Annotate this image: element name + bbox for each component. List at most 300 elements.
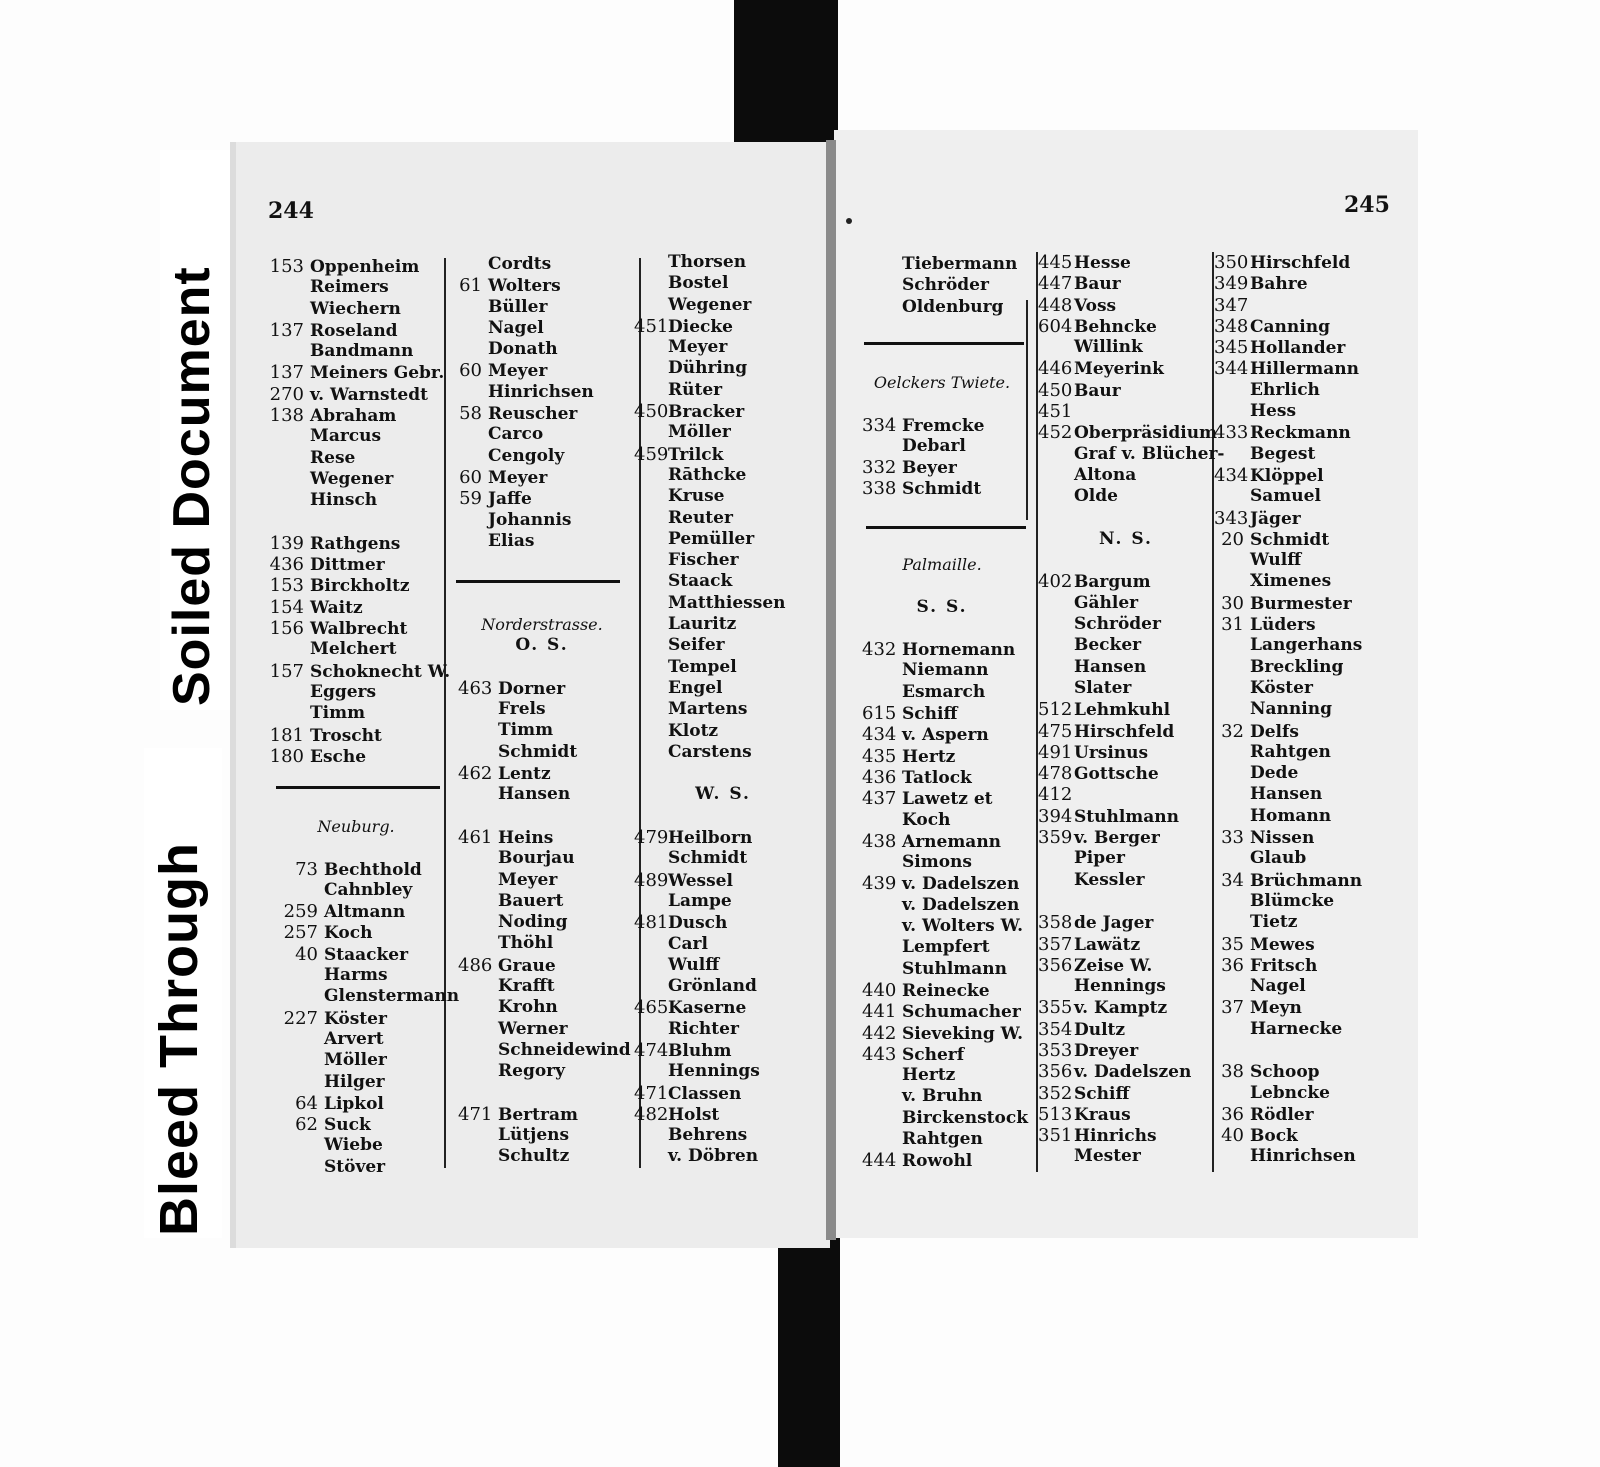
- resident-name: Birckenstock: [902, 1107, 1028, 1128]
- resident-name: Schumacher: [902, 1002, 1021, 1023]
- house-number: 181: [269, 724, 304, 746]
- house-number: 270: [269, 383, 304, 405]
- resident-name: Begest: [1250, 443, 1316, 464]
- directory-entry: [634, 997, 812, 1018]
- resident-name: Hansen: [498, 784, 571, 805]
- resident-name: Stöver: [324, 1156, 386, 1177]
- street-heading: Palmaille.: [902, 555, 982, 574]
- house-number: 436: [862, 766, 897, 788]
- resident-name: Behrens: [668, 1125, 748, 1146]
- house-number: 450: [1038, 379, 1073, 401]
- directory-entry: [272, 922, 440, 943]
- resident-name: Schröder: [902, 275, 989, 296]
- resident-name: Schoop: [1250, 1062, 1320, 1083]
- directory-entry: [272, 1114, 440, 1135]
- resident-name: Bluhm: [668, 1040, 732, 1061]
- house-number: 355: [1038, 997, 1073, 1019]
- directory-entry: [458, 1146, 626, 1167]
- resident-name: Hornemann: [902, 640, 1016, 661]
- resident-name: Gähler: [1074, 592, 1139, 613]
- resident-name: Fremcke: [902, 415, 985, 436]
- resident-name: Lawetz et: [902, 789, 993, 810]
- directory-entry: [1038, 443, 1225, 465]
- directory-entry: [862, 1129, 1022, 1150]
- directory-entry: [1214, 806, 1394, 827]
- resident-name: Classen: [668, 1083, 742, 1104]
- directory-entry: [634, 422, 812, 443]
- directory-entry: [272, 880, 440, 901]
- entry-column: [458, 254, 594, 552]
- directory-entry: [1038, 784, 1214, 805]
- directory-entry: [1038, 295, 1214, 316]
- directory-entry: [268, 277, 450, 298]
- resident-name: Rödler: [1250, 1104, 1314, 1125]
- resident-name: Bourjau: [498, 848, 575, 869]
- directory-entry: [634, 870, 812, 891]
- directory-entry: [634, 742, 812, 763]
- resident-name: Wulff: [1250, 550, 1302, 571]
- house-number: 347: [1214, 294, 1249, 316]
- house-number: 471: [634, 1082, 669, 1104]
- resident-name: v. Dadelszen: [902, 894, 1020, 915]
- directory-entry: [634, 657, 812, 678]
- house-number: 32: [1221, 720, 1244, 742]
- house-number: 445: [1038, 252, 1073, 273]
- resident-name: Heilborn: [668, 828, 753, 849]
- resident-name: v. Wolters W.: [902, 916, 1023, 937]
- directory-entry: [1038, 614, 1214, 635]
- house-number: 437: [862, 788, 897, 810]
- house-number: 153: [269, 256, 304, 277]
- directory-entry: [268, 682, 450, 703]
- entry-column: [862, 554, 1028, 1172]
- resident-name: Bauert: [498, 890, 564, 911]
- resident-name: Slater: [1074, 677, 1132, 698]
- resident-name: Holst: [668, 1104, 720, 1125]
- resident-name: Lüders: [1250, 615, 1316, 636]
- resident-name: Köster: [1250, 677, 1313, 698]
- resident-name: Krohn: [498, 997, 558, 1018]
- resident-name: Arvert: [324, 1028, 384, 1049]
- resident-name: Elias: [488, 530, 535, 551]
- directory-entry: [862, 1065, 1022, 1086]
- directory-entry: [458, 997, 626, 1018]
- resident-name: Lampe: [668, 890, 732, 911]
- directory-entry: [1038, 593, 1214, 614]
- resident-name: Lebncke: [1250, 1082, 1330, 1103]
- resident-name: Meiners Gebr.: [310, 363, 445, 384]
- directory-entry: [268, 426, 450, 447]
- directory-entry: [634, 295, 812, 316]
- directory-entry: [862, 788, 1022, 809]
- side-heading: S. S.: [916, 596, 968, 617]
- directory-entry: [862, 1086, 1022, 1107]
- directory-entry: [1038, 508, 1214, 529]
- directory-entry: [458, 742, 626, 763]
- house-number: 439: [862, 873, 897, 895]
- directory-entry: [272, 901, 440, 922]
- resident-name: Möller: [668, 422, 731, 443]
- house-number: 34: [1221, 869, 1244, 891]
- page-number-right: 245: [1344, 192, 1390, 218]
- directory-entry: [862, 436, 1022, 457]
- house-number: 60: [459, 466, 482, 488]
- house-number: 351: [1038, 1125, 1073, 1147]
- directory-entry: [458, 297, 594, 318]
- resident-name: Donath: [488, 339, 558, 360]
- house-number: 436: [269, 554, 304, 576]
- side-heading: O. S.: [515, 635, 569, 656]
- directory-entry: [1214, 1146, 1394, 1167]
- resident-name: Niemann: [902, 660, 989, 681]
- directory-entry: [1214, 657, 1394, 678]
- resident-name: Dreyer: [1074, 1040, 1139, 1061]
- resident-name: Homann: [1250, 805, 1332, 826]
- directory-entry: [1214, 571, 1394, 592]
- house-number: 615: [862, 703, 897, 725]
- resident-name: Behncke: [1074, 316, 1157, 337]
- resident-name: Schultz: [498, 1146, 570, 1167]
- house-number: 138: [269, 405, 304, 427]
- directory-entry: [1038, 486, 1214, 507]
- house-number: 412: [1038, 784, 1073, 806]
- entry-column: [862, 372, 1022, 500]
- directory-entry: [1038, 870, 1214, 891]
- directory-entry: [458, 784, 626, 805]
- resident-name: Glaub: [1250, 848, 1307, 869]
- directory-entry: [862, 980, 1022, 1001]
- resident-name: Olde: [1074, 486, 1118, 507]
- directory-entry: [1214, 1019, 1394, 1040]
- resident-name: Schmidt: [1250, 529, 1330, 550]
- directory-entry: [272, 986, 460, 1007]
- directory-entry: [268, 554, 450, 575]
- directory-entry: [862, 575, 1022, 596]
- resident-name: Dühring: [668, 358, 748, 379]
- directory-entry: [1038, 1040, 1214, 1061]
- directory-entry: [1038, 1104, 1214, 1125]
- resident-name: Dorner: [498, 678, 566, 699]
- house-number: 157: [269, 660, 304, 682]
- directory-entry: [1038, 401, 1214, 422]
- resident-name: Oldenburg: [902, 296, 1004, 317]
- directory-entry: [1038, 571, 1214, 592]
- directory-entry: [1038, 380, 1214, 401]
- resident-name: v. Berger: [1074, 828, 1160, 849]
- directory-entry: [634, 1061, 812, 1082]
- directory-entry: [458, 933, 626, 954]
- street-heading: Neuburg.: [317, 817, 395, 836]
- directory-entry: [634, 955, 812, 976]
- directory-entry: [1038, 934, 1214, 955]
- directory-entry: [458, 1104, 626, 1125]
- house-number: 20: [1221, 528, 1244, 550]
- resident-name: Canning: [1250, 316, 1330, 337]
- entry-column: [272, 816, 460, 1178]
- entry-column: [458, 614, 631, 1168]
- house-number: 338: [862, 478, 897, 500]
- resident-name: Becker: [1074, 635, 1142, 656]
- resident-name: Meyer: [668, 337, 728, 358]
- resident-name: Fischer: [668, 550, 739, 571]
- resident-name: Dultz: [1074, 1019, 1126, 1040]
- directory-entry: [1214, 742, 1394, 763]
- directory-entry: [272, 1072, 440, 1093]
- directory-entry: [1038, 742, 1214, 763]
- resident-name: Tiebermann: [902, 254, 1018, 274]
- street-heading: Norderstrasse.: [481, 615, 603, 634]
- directory-entry: [268, 725, 450, 746]
- house-number: 443: [862, 1043, 897, 1065]
- directory-entry: [1038, 1019, 1214, 1040]
- resident-name: v. Warnstedt: [310, 384, 428, 405]
- resident-name: Hesse: [1074, 253, 1131, 273]
- directory-entry: [634, 891, 812, 912]
- house-number: 356: [1038, 1061, 1073, 1083]
- resident-name: Diecke: [668, 316, 733, 337]
- directory-entry: [634, 976, 812, 997]
- resident-name: Mester: [1074, 1146, 1141, 1167]
- directory-entry: [268, 490, 450, 511]
- house-number: 40: [295, 943, 318, 965]
- directory-entry: [634, 529, 812, 550]
- directory-entry: [862, 618, 1022, 639]
- resident-name: Hinrichs: [1074, 1126, 1157, 1147]
- house-number: 36: [1221, 954, 1244, 976]
- side-heading: N. S.: [1099, 528, 1153, 549]
- directory-entry: [272, 1093, 440, 1114]
- house-number: 33: [1221, 827, 1244, 849]
- house-number: 60: [459, 360, 482, 382]
- directory-entry: [1038, 358, 1214, 379]
- resident-name: Langerhans: [1250, 635, 1363, 656]
- resident-name: v. Dadelszen: [902, 874, 1020, 895]
- directory-entry: [458, 275, 594, 296]
- directory-entry: [268, 405, 450, 426]
- house-number: 451: [1038, 401, 1073, 423]
- directory-entry: [458, 1019, 626, 1040]
- resident-name: Meyerink: [1074, 359, 1164, 380]
- directory-entry: [1038, 848, 1214, 869]
- house-number: 37: [1221, 997, 1244, 1019]
- directory-entry: [1038, 1125, 1214, 1146]
- directory-entry: [634, 401, 812, 422]
- house-number: 465: [634, 997, 669, 1019]
- resident-name: Oppenheim: [310, 257, 420, 277]
- resident-name: Schmidt: [498, 741, 578, 762]
- resident-name: Mewes: [1250, 934, 1315, 955]
- house-number: 450: [634, 401, 669, 423]
- house-number: 353: [1038, 1039, 1073, 1061]
- house-number: 482: [634, 1103, 669, 1125]
- directory-entry: [458, 657, 626, 678]
- directory-entry: [458, 424, 594, 445]
- directory-entry: [862, 393, 1022, 414]
- resident-name: Meyer: [498, 869, 558, 890]
- directory-entry: [862, 1044, 1022, 1065]
- book-gutter: [826, 140, 836, 1240]
- directory-entry: [458, 763, 626, 784]
- directory-entry: [1214, 508, 1394, 529]
- resident-name: Suck: [324, 1115, 371, 1136]
- entry-column: [1214, 252, 1394, 1168]
- house-number: 345: [1214, 337, 1249, 359]
- resident-name: Noding: [498, 912, 568, 933]
- house-number: 402: [1038, 571, 1073, 593]
- resident-name: Carco: [488, 424, 544, 445]
- resident-name: Birckholtz: [310, 576, 410, 597]
- directory-entry: [1214, 358, 1394, 379]
- directory-entry: [862, 895, 1022, 916]
- resident-name: Piper: [1074, 848, 1125, 869]
- directory-entry: [634, 316, 812, 337]
- resident-name: Lauritz: [668, 614, 737, 635]
- directory-entry: [1214, 295, 1394, 316]
- directory-entry: [268, 533, 450, 554]
- resident-name: Willink: [1074, 337, 1143, 358]
- house-number: 30: [1221, 592, 1244, 614]
- resident-name: Wiebe: [324, 1135, 383, 1156]
- resident-name: v. Dadelszen: [1074, 1062, 1192, 1083]
- resident-name: Delfs: [1250, 721, 1299, 742]
- resident-name: Walbrecht: [310, 619, 408, 640]
- directory-entry: [1214, 934, 1394, 955]
- resident-name: Heins: [498, 827, 554, 848]
- directory-entry: [268, 639, 450, 660]
- directory-entry: [1038, 422, 1218, 444]
- resident-name: Büller: [488, 296, 548, 317]
- directory-entry: [268, 512, 450, 533]
- directory-entry: [1214, 401, 1394, 422]
- house-number: 257: [283, 922, 318, 944]
- directory-entry: [634, 273, 812, 294]
- directory-entry: [862, 1001, 1022, 1022]
- resident-name: Nissen: [1250, 828, 1315, 849]
- directory-entry: [1214, 273, 1394, 294]
- resident-name: Hennings: [1074, 976, 1166, 997]
- resident-name: Timm: [498, 720, 554, 741]
- house-number: 64: [295, 1092, 318, 1114]
- directory-entry: [1214, 337, 1394, 358]
- directory-entry: [1038, 337, 1214, 358]
- directory-entry: [1038, 955, 1214, 976]
- directory-entry: [1038, 316, 1214, 337]
- house-number: 448: [1038, 294, 1073, 316]
- resident-name: Hennings: [668, 1061, 760, 1082]
- directory-entry: [1038, 1146, 1214, 1167]
- resident-name: Cengoly: [488, 445, 565, 466]
- side-heading: W. S.: [695, 784, 751, 805]
- resident-name: v. Bruhn: [902, 1086, 983, 1107]
- directory-entry: [272, 1157, 440, 1178]
- directory-entry: [1214, 1104, 1394, 1125]
- resident-name: Nagel: [488, 317, 544, 338]
- entry-column: [862, 254, 1017, 318]
- resident-name: Jaffe: [488, 489, 532, 510]
- directory-entry: [1214, 699, 1394, 720]
- resident-name: Kruse: [668, 486, 725, 507]
- bleed-through-label: Bleed Through: [149, 842, 209, 1236]
- resident-name: Bertram: [498, 1104, 578, 1125]
- house-number: 486: [458, 954, 493, 976]
- resident-name: Schiff: [902, 704, 958, 725]
- resident-name: Tietz: [1250, 912, 1298, 933]
- directory-entry: [862, 1150, 1022, 1171]
- resident-name: Stuhlmann: [902, 958, 1008, 979]
- directory-entry: [268, 448, 450, 469]
- directory-entry: [268, 341, 450, 362]
- directory-entry: [1214, 763, 1394, 784]
- resident-name: Graue: [498, 955, 556, 976]
- house-number: 180: [269, 745, 304, 767]
- directory-entry: [634, 508, 812, 529]
- resident-name: Martens: [668, 699, 748, 720]
- house-number: 349: [1214, 273, 1249, 295]
- house-number: 444: [862, 1150, 897, 1172]
- resident-name: Hertz: [902, 1065, 956, 1086]
- directory-entry: [862, 724, 1022, 745]
- house-number: 38: [1221, 1061, 1244, 1083]
- directory-entry: [862, 916, 1022, 937]
- resident-name: Hinrichsen: [488, 381, 594, 402]
- resident-name: Hansen: [1074, 656, 1147, 677]
- directory-entry: [458, 446, 594, 467]
- resident-name: Baur: [1074, 380, 1121, 401]
- resident-name: de Jager: [1074, 913, 1154, 934]
- directory-entry: [634, 1104, 812, 1125]
- directory-entry: [634, 380, 812, 401]
- directory-entry: [458, 467, 594, 488]
- resident-name: Wegener: [310, 468, 394, 489]
- house-number: 513: [1038, 1103, 1073, 1125]
- resident-name: Sieveking W.: [902, 1023, 1024, 1044]
- resident-name: Reimers: [310, 277, 389, 298]
- directory-entry: [458, 976, 626, 997]
- directory-entry: [458, 318, 594, 339]
- house-number: 435: [862, 745, 897, 767]
- directory-entry: [1038, 273, 1214, 294]
- house-number: 156: [269, 618, 304, 640]
- house-number: 433: [1214, 422, 1249, 444]
- resident-name: Altona: [1074, 464, 1137, 485]
- house-number: 153: [269, 575, 304, 597]
- resident-name: Zeise W.: [1074, 955, 1153, 976]
- directory-entry: [1214, 997, 1394, 1018]
- resident-name: Oberpräsidium: [1074, 423, 1218, 444]
- directory-entry: [268, 597, 450, 618]
- directory-entry: [1214, 955, 1394, 976]
- resident-name: Lipkol: [324, 1093, 384, 1114]
- house-number: 394: [1038, 805, 1073, 827]
- resident-name: Johannis: [488, 509, 572, 530]
- house-number: 442: [862, 1022, 897, 1044]
- resident-name: Richter: [668, 1018, 739, 1039]
- house-number: 446: [1038, 358, 1073, 380]
- directory-entry: [272, 944, 440, 965]
- directory-entry: [1038, 1061, 1214, 1082]
- directory-entry: [1214, 1125, 1394, 1146]
- resident-name: Harnecke: [1250, 1018, 1343, 1039]
- resident-name: Werner: [498, 1018, 568, 1039]
- house-number: 62: [295, 1114, 318, 1136]
- resident-name: Lawätz: [1074, 934, 1141, 955]
- directory-entry: [1214, 1083, 1394, 1104]
- directory-entry: [634, 827, 812, 848]
- house-number: 59: [459, 488, 482, 510]
- resident-name: Nagel: [1250, 976, 1306, 997]
- resident-name: Schoknecht W.: [310, 661, 451, 682]
- resident-name: Bahre: [1250, 274, 1308, 295]
